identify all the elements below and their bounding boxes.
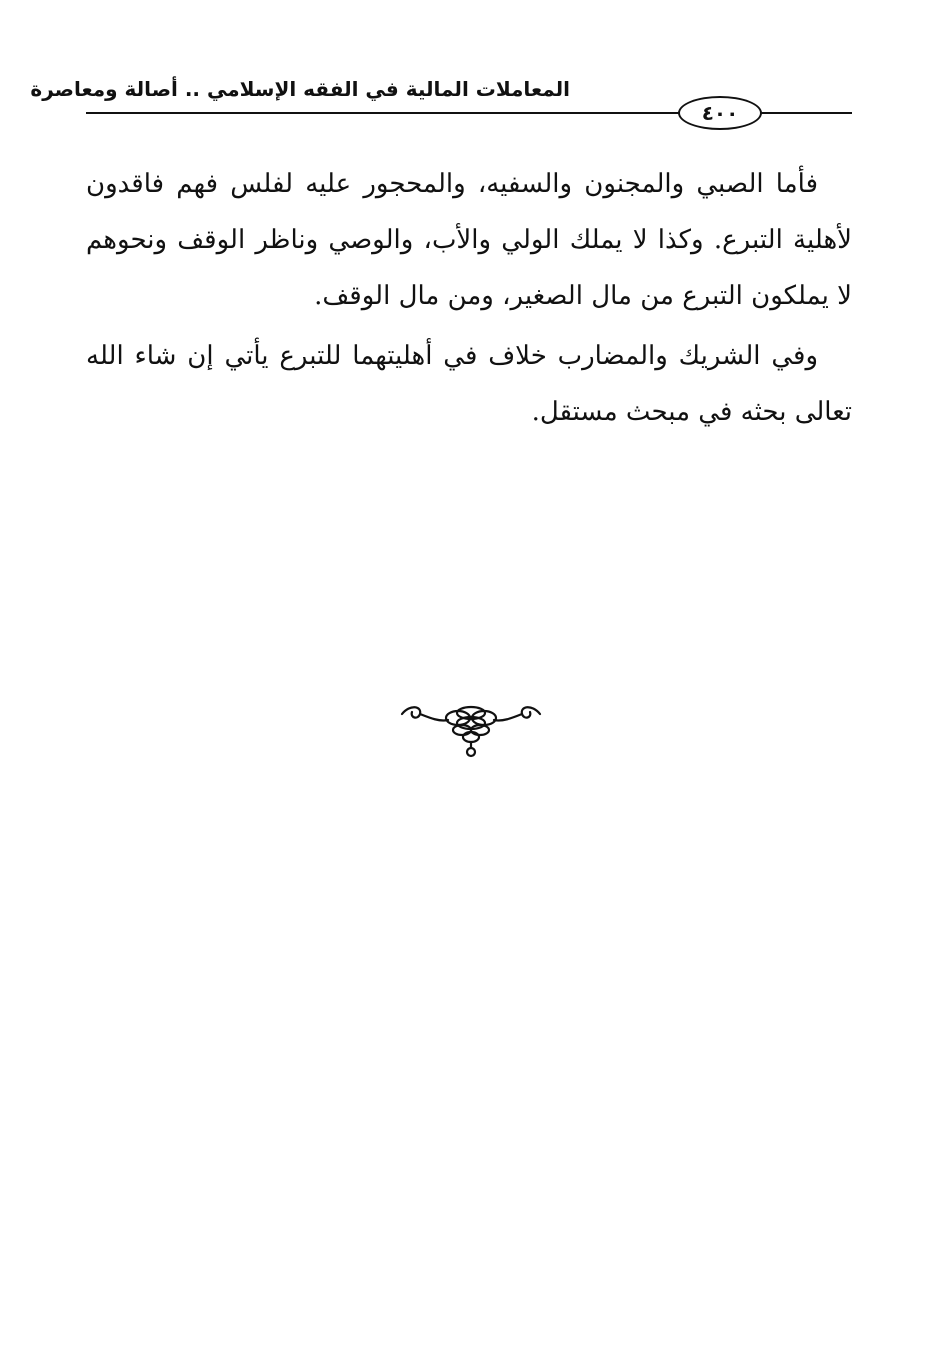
page-number: ٤٠٠ (678, 96, 762, 130)
paragraph-1: فأما الصبي والمجنون والسفيه، والمحجور عليه لفلس فهم فاقدون لأهلية التبرع. وكذا لا يملك الولي والأب، والوصي وناظر الوقف ونحوهم لا يملكون التبرع من مال الصغير، ومن مال الوقف. (86, 169, 852, 311)
decorative-flourish-icon (396, 696, 546, 760)
paragraph-2: وفي الشريك والمضارب خلاف في أهليتهما للتبرع يأتي إن شاء الله تعالى بحثه في مبحث مستقل. (86, 341, 852, 427)
main-text (86, 156, 852, 444)
running-title: المعاملات المالية في الفقه الإسلامي .. أصالة ومعاصرة (30, 77, 570, 101)
